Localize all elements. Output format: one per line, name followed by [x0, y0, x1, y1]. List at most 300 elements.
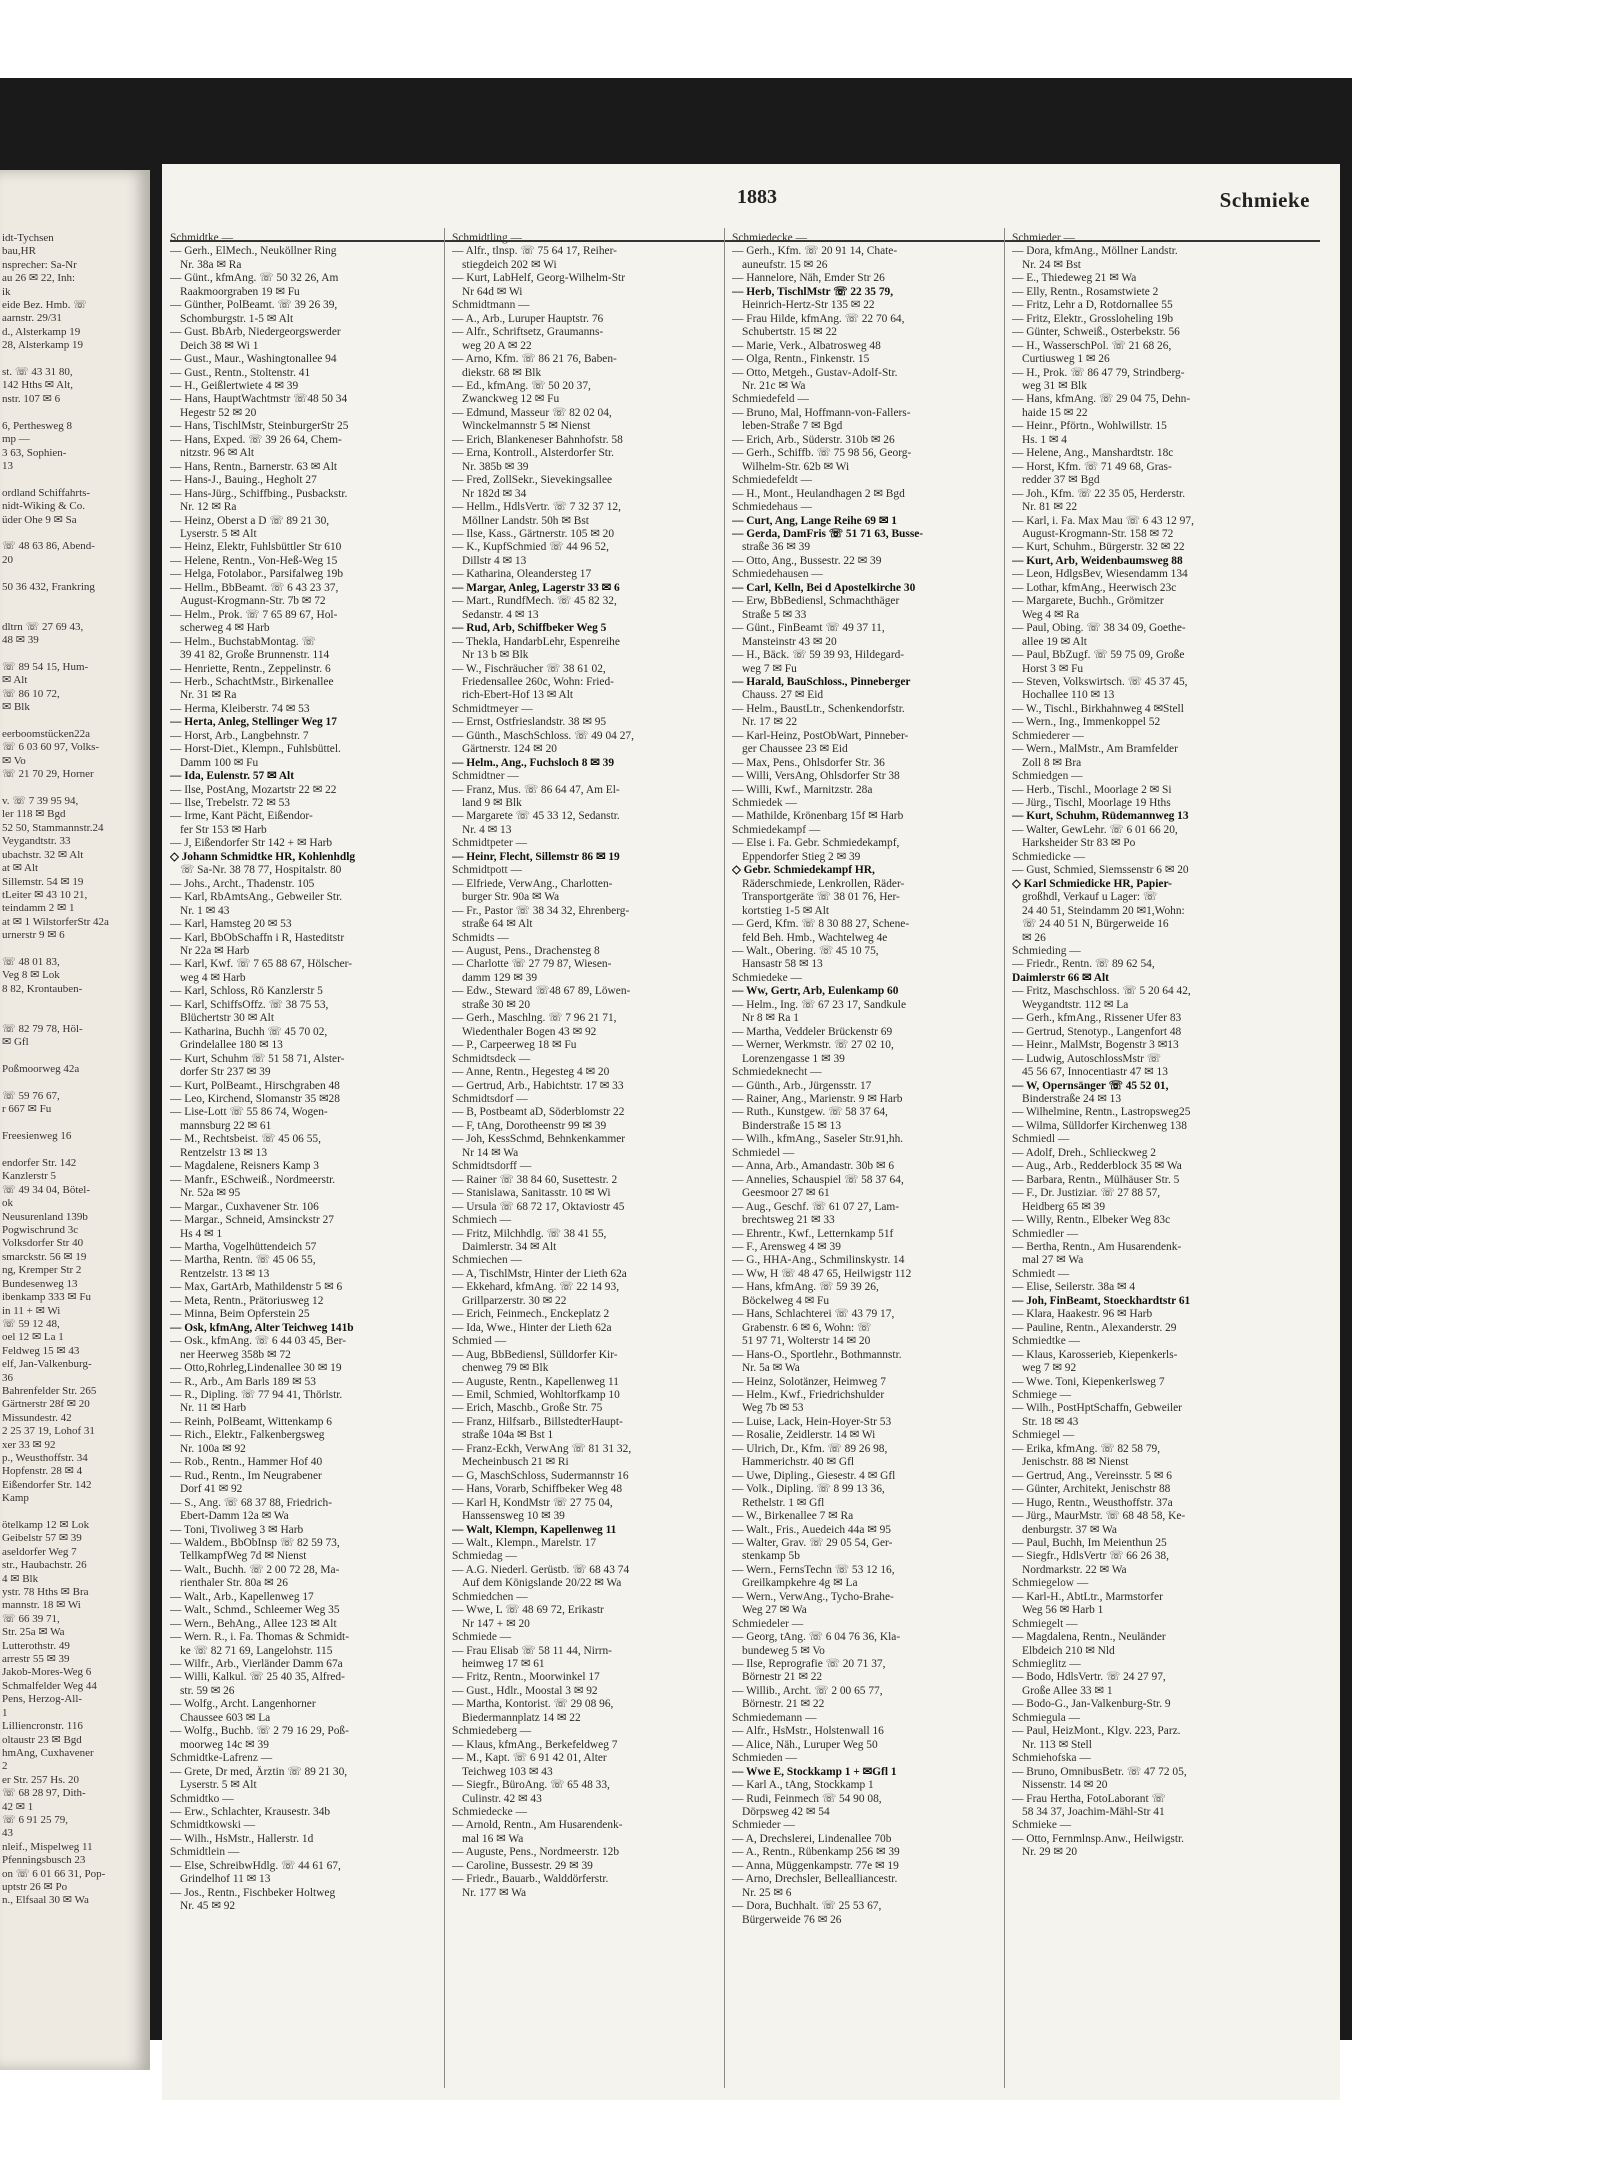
directory-entry-line: scherweg 4 ✉ Harb — [180, 622, 270, 635]
directory-entry-line: — Martha, Kontorist. ☏ 29 08 96, — [452, 1698, 614, 1711]
directory-entry-line: — Ilse, Reprografie ☏ 20 71 37, — [732, 1658, 886, 1671]
directory-entry-line: — Wwe. Toni, Kiepenkerlsweg 7 — [1012, 1375, 1165, 1388]
left-page-line: Pogwischrund 3c — [2, 1224, 79, 1237]
left-page-line — [2, 567, 142, 580]
directory-entry-line: Nr. 45 ✉ 92 — [180, 1900, 236, 1913]
directory-entry-line: — Bodo, HdlsVertr. ☏ 24 27 97, — [1012, 1671, 1166, 1684]
left-page-line: ibenkamp 333 ✉ Fu — [2, 1291, 91, 1304]
surname-heading: Schmiech — — [452, 1214, 512, 1227]
left-page-line: ☏ 82 79 78, Höl- — [2, 1022, 83, 1035]
left-page-line: 42 ✉ 1 — [2, 1800, 34, 1813]
surname-heading: Schmiedag — — [452, 1550, 517, 1563]
directory-entry-line: — Frau Hilde, kfmAng. ☏ 22 70 64, — [732, 312, 905, 325]
directory-entry-line: Nr 182d ✉ 34 — [462, 487, 527, 500]
left-page-line: Eißendorfer Str. 142 — [2, 1478, 92, 1491]
left-page-line: Lutterothstr. 49 — [2, 1639, 70, 1652]
directory-entry-line: Blüchertstr 30 ✉ Alt — [180, 1012, 275, 1025]
directory-entry-line: — Hans, TischlMstr, SteinburgerStr 25 — [170, 420, 349, 433]
directory-entry-line: — Curt, Ang, Lange Reihe 69 ✉ 1 — [732, 514, 897, 527]
left-page-fragment — [0, 170, 150, 2070]
directory-entry-line: — Günter, Schweiß., Osterbekstr. 56 — [1012, 326, 1180, 339]
directory-entry-line: Weg 7b ✉ 53 — [742, 1402, 804, 1415]
directory-entry-line: Nr. 177 ✉ Wa — [462, 1886, 527, 1899]
left-page-line: d., Alsterkamp 19 — [2, 325, 81, 338]
directory-entry-line: ger Chaussee 23 ✉ Eid — [742, 743, 848, 756]
surname-heading: Schmiege — — [1012, 1388, 1072, 1401]
directory-entry-line: bundeweg 5 ✉ Vo — [742, 1644, 825, 1657]
surname-heading: Schmiedeberg — — [452, 1725, 532, 1738]
directory-entry-line: Geesmoor 27 ✉ 61 — [742, 1187, 830, 1200]
directory-entry-line: — Bertha, Rentn., Am Husarendenk- — [1012, 1240, 1182, 1253]
left-page-line — [2, 1050, 142, 1063]
directory-entry-line: — M., Rechtsbeist. ☏ 45 06 55, — [170, 1133, 321, 1146]
directory-entry-line: — Hans, Exped. ☏ 39 26 64, Chem- — [170, 433, 342, 446]
directory-entry-line: — Heinz, Solotänzer, Heimweg 7 — [732, 1375, 886, 1388]
directory-entry-line: — Alfr., Schriftsetz, Graumanns- — [452, 326, 604, 339]
directory-entry-line: — Annelies, Schauspiel ☏ 58 37 64, — [732, 1173, 904, 1186]
directory-entry-line: — G., HHA-Ang., Schmilinskystr. 14 — [732, 1254, 905, 1267]
directory-entry-line: — Pauline, Rentn., Alexanderstr. 29 — [1012, 1321, 1177, 1334]
left-page-line: 48 ✉ 39 — [2, 634, 39, 647]
surname-heading: Schmiedeler — — [732, 1617, 804, 1630]
directory-entry-line: 58 34 37, Joachim-Mähl-Str 41 — [1022, 1806, 1165, 1819]
directory-entry-line: — Wern., MalMstr., Am Bramfelder — [1012, 743, 1178, 756]
directory-entry-line: Dorf 41 ✉ 92 — [180, 1483, 243, 1496]
left-page-line — [2, 594, 142, 607]
left-page-line: Geibelstr 57 ✉ 39 — [2, 1532, 82, 1545]
left-page-line: smarckstr. 56 ✉ 19 — [2, 1250, 87, 1263]
directory-entry-line: — Heinz, Elektr, Fuhlsbüttler Str 610 — [170, 541, 342, 554]
directory-entry-line: — Walter, Grav. ☏ 29 05 54, Ger- — [732, 1536, 893, 1549]
directory-entry-line: stiegdeich 202 ✉ Wi — [462, 258, 557, 271]
left-page-line: aarnstr. 29/31 — [2, 312, 62, 325]
directory-entry-line: — Kurt, PolBeamt., Hirschgraben 48 — [170, 1079, 340, 1092]
surname-heading: Schmiedeke — — [732, 971, 802, 984]
directory-entry-line: — Kurt, Arb, Weidenbaumsweg 88 — [1012, 554, 1183, 567]
directory-entry-line: Schubertstr. 15 ✉ 22 — [742, 326, 837, 339]
left-page-line: elf, Jan-Valkenburg- — [2, 1358, 92, 1371]
directory-entry-line: — Arnold, Rentn., Am Husarendenk- — [452, 1819, 623, 1832]
directory-entry-line: — Bruno, OmnibusBetr. ☏ 47 72 05, — [1012, 1765, 1187, 1778]
directory-entry-line: — Wilma, Sülldorfer Kirchenweg 138 — [1012, 1119, 1187, 1132]
left-page-line: ordland Schiffahrts- — [2, 486, 91, 499]
directory-entry-line: — K., KupfSchmied ☏ 44 96 52, — [452, 541, 609, 554]
directory-entry-line: — Elfriede, VerwAng., Charlotten- — [452, 877, 613, 890]
surname-heading: Schmiechen — — [452, 1254, 522, 1267]
directory-entry-line: — Auguste, Rentn., Kapellenweg 11 — [452, 1375, 619, 1388]
directory-entry-line: — A., Rentn., Rübenkamp 256 ✉ 39 — [732, 1846, 900, 1859]
directory-entry-line: Nr. 100a ✉ 92 — [180, 1442, 246, 1455]
directory-entry-line: Lyserstr. 5 ✉ Alt — [180, 1779, 257, 1792]
directory-entry-line: — Ilse, PostAng, Mozartstr 22 ✉ 22 — [170, 783, 337, 796]
left-page-line: Sillemstr. 54 ✉ 19 — [2, 875, 84, 888]
left-page-line: p., Weusthoffstr. 34 — [2, 1451, 88, 1464]
directory-entry-line: Schomburgstr. 1-5 ✉ Alt — [180, 312, 294, 325]
directory-entry-line: — Karl H, KondMstr ☏ 27 75 04, — [452, 1496, 613, 1509]
directory-entry-line: — Erich, Arb., Süderstr. 310b ✉ 26 — [732, 433, 895, 446]
directory-entry-line: Wilhelm-Str. 62b ✉ Wi — [742, 460, 850, 473]
left-page-line: endorfer Str. 142 — [2, 1157, 77, 1170]
directory-entry-line: Grindelhof 11 ✉ 13 — [180, 1873, 271, 1886]
directory-entry-line: — Rich., Elektr., Falkenbergsweg — [170, 1429, 325, 1442]
surname-heading: Schmieding — — [1012, 945, 1081, 958]
directory-entry-line: — Gertrud, Stenotyp., Langenfort 48 — [1012, 1025, 1182, 1038]
directory-entry-line: — Gertrud, Arb., Habichtstr. 17 ✉ 33 — [452, 1079, 624, 1092]
left-page-line: Hopfenstr. 28 ✉ 4 — [2, 1465, 83, 1478]
surname-heading: Schmidtlein — — [170, 1846, 240, 1859]
directory-entry-line: — Walt., Buchh. ☏ 2 00 72 28, Ma- — [170, 1563, 340, 1576]
directory-entry-line: brechtsweg 21 ✉ 33 — [742, 1214, 835, 1227]
directory-entry-line: — Anna, Müggenkampstr. 77e ✉ 19 — [732, 1859, 899, 1872]
directory-entry-line: — Paul, Buchh, Im Meienthun 25 — [1012, 1536, 1167, 1549]
surname-heading: Schmiedel — — [732, 1146, 795, 1159]
left-page-line: ☏ 48 63 86, Abend- — [2, 540, 95, 553]
left-page-line: Lilliencronstr. 116 — [2, 1720, 83, 1733]
directory-entry-line: — Willi, VersAng, Ohlsdorfer Str 38 — [732, 770, 900, 783]
directory-entry-line: Mecheinbusch 21 ✉ Ri — [462, 1456, 569, 1469]
directory-entry-line: — Wilh., HsMstr., Hallerstr. 1d — [170, 1832, 314, 1845]
surname-heading: Schmiedehausen — — [732, 568, 823, 581]
directory-entry-line: — H., Geißlertwiete 4 ✉ 39 — [170, 379, 299, 392]
directory-entry-line: — Fritz, Rentn., Moorwinkel 17 — [452, 1671, 600, 1684]
left-page-line: ler 118 ✉ Bgd — [2, 808, 66, 821]
directory-entry-line: — Walt., Fris., Auedeich 44a ✉ 95 — [732, 1523, 892, 1536]
directory-entry-line: land 9 ✉ Blk — [462, 797, 522, 810]
directory-entry-line: — Günt., kfmAng. ☏ 50 32 26, Am — [170, 272, 339, 285]
left-page-line: au 26 ✉ 22, Inh: — [2, 272, 76, 285]
left-page-line: nsprecher: Sa-Nr — [2, 258, 77, 271]
directory-entry-line: Hochallee 110 ✉ 13 — [1022, 689, 1115, 702]
directory-entry-line: — Günther, PolBeamt. ☏ 39 26 39, — [170, 299, 338, 312]
directory-entry-line: Chauss. 27 ✉ Eid — [742, 689, 824, 702]
left-page-line: arrestr 55 ✉ 39 — [2, 1653, 70, 1666]
directory-entry-line: — Adolf, Dreh., Schlieckweg 2 — [1012, 1146, 1156, 1159]
surname-heading: Schmidtmann — — [452, 299, 530, 312]
directory-entry-line: — Wern. R., i. Fa. Thomas & Schmidt- — [170, 1631, 350, 1644]
left-page-line — [2, 648, 142, 661]
directory-entry-line: Nissenstr. 14 ✉ 20 — [1022, 1779, 1108, 1792]
directory-entry-line: — Günter, Architekt, Jenischstr 88 — [1012, 1483, 1171, 1496]
directory-entry-line: — Helm., Ing. ☏ 67 23 17, Sandkule — [732, 998, 907, 1011]
directory-entry-line: großhdl, Verkauf u Lager: ☏ — [1022, 891, 1158, 904]
directory-entry-line: — Ruth., Kunstgew. ☏ 58 37 64, — [732, 1106, 888, 1119]
directory-entry-line: rienthaler Str. 80a ✉ 26 — [180, 1577, 288, 1590]
directory-entry-line: heimweg 17 ✉ 61 — [462, 1658, 545, 1671]
directory-entry-line: — Otto, Ang., Bussestr. 22 ✉ 39 — [732, 554, 882, 567]
left-page-line: on ☏ 6 01 66 31, Pop- — [2, 1867, 106, 1880]
directory-entry-line: — Gust., Rentn., Stoltenstr. 41 — [170, 366, 311, 379]
directory-entry-line: — Karl, BbObSchaffn i R, Hasteditstr — [170, 931, 345, 944]
left-page-line — [2, 1077, 142, 1090]
directory-entry-line: — Willy, Rentn., Elbeker Weg 83c — [1012, 1214, 1171, 1227]
directory-entry-line: — Fr., Pastor ☏ 38 34 32, Ehrenberg- — [452, 904, 630, 917]
directory-entry-line: — Bruno, Mal, Hoffmann-von-Fallers- — [732, 406, 911, 419]
directory-entry-line: — Otto, Metgeh., Gustav-Adolf-Str. — [732, 366, 898, 379]
directory-entry-line: ✉ 26 — [1022, 931, 1046, 944]
directory-entry-line: — Fred, ZollSekr., Sievekingsallee — [452, 474, 613, 487]
directory-entry-line: — Else i. Fa. Gebr. Schmiedekampf, — [732, 837, 900, 850]
directory-entry-line: — Karl, SchiffsOffz. ☏ 38 75 53, — [170, 998, 329, 1011]
left-page-line: at ✉ 1 WilstorferStr 42a — [2, 915, 109, 928]
surname-heading: Schmiedefeld — — [732, 393, 809, 406]
scanned-book-spread — [0, 78, 1352, 2040]
directory-entry-line: — Gust. BbArb, Niedergeorgswerder — [170, 326, 341, 339]
directory-entry-line: — Meta, Rentn., Prätoriusweg 12 — [170, 1294, 324, 1307]
directory-entry-line: — Katharina, Buchh ☏ 45 70 02, — [170, 1025, 328, 1038]
directory-entry-line: — Hellm., HdlsVertr. ☏ 7 32 37 12, — [452, 501, 621, 514]
left-page-line: tLeiter ✉ 43 10 21, — [2, 888, 88, 901]
left-page-line — [2, 996, 142, 1009]
left-page-line: 8 82, Krontauben- — [2, 982, 83, 995]
left-page-line: xer 33 ✉ 92 — [2, 1438, 56, 1451]
directory-entry-line: fer Str 153 ✉ Harb — [180, 823, 267, 836]
directory-entry-line: — Franz, Hilfsarb., BillstedterHaupt- — [452, 1415, 623, 1428]
directory-entry-line: — W., Tischl., Birkhahnweg 4 ✉Stell — [1012, 702, 1184, 715]
directory-entry-line: — Aug., Geschf. ☏ 61 07 27, Lam- — [732, 1200, 900, 1213]
left-page-line: Kamp — [2, 1492, 29, 1505]
directory-entry-line: 24 40 51, Steindamm 20 ✉1,Wohn: — [1022, 904, 1185, 917]
directory-entry-line: — Aug, BbBediensl, Sülldorfer Kir- — [452, 1348, 618, 1361]
left-page-line: Gärtnerstr 28f ✉ 20 — [2, 1398, 90, 1411]
directory-page — [162, 164, 1340, 2100]
left-page-line: st. ☏ 43 31 80, — [2, 366, 73, 379]
directory-entry-line: — Walt., Schmd., Schleemer Weg 35 — [170, 1604, 340, 1617]
directory-entry-line: allee 19 ✉ Alt — [1022, 635, 1087, 648]
directory-entry-line: — Ulrich, Dr., Kfm. ☏ 89 26 98, — [732, 1442, 888, 1455]
directory-entry-line: — Fritz, Elektr., Grossloheling 19b — [1012, 312, 1174, 325]
directory-entry-line: — Ilse, Trebelstr. 72 ✉ 53 — [170, 797, 290, 810]
directory-entry-line: Nr. 17 ✉ 22 — [742, 716, 798, 729]
column-divider — [1004, 228, 1005, 2088]
surname-heading: Schmiedt — — [1012, 1267, 1070, 1280]
directory-entry-line: Hegestr 52 ✉ 20 — [180, 406, 257, 419]
directory-entry-line: — Frau Hertha, FotoLaborant ☏ — [1012, 1792, 1166, 1805]
directory-entry-line: — Caroline, Bussestr. 29 ✉ 39 — [452, 1859, 593, 1872]
directory-entry-line: — Osk, kfmAng, Alter Teichweg 141b — [170, 1321, 354, 1334]
directory-entry-line: — E., Thiedeweg 21 ✉ Wa — [1012, 272, 1137, 285]
directory-entry-line: Elbdeich 210 ✉ Nld — [1022, 1644, 1115, 1657]
left-page-line: ☏ 6 03 60 97, Volks- — [2, 741, 100, 754]
directory-entry-line: — Rainer ☏ 38 84 60, Susettestr. 2 — [452, 1173, 618, 1186]
left-page-line: idt-Tychsen — [2, 232, 54, 244]
directory-entry-line: — Ida, Eulenstr. 57 ✉ Alt — [170, 770, 294, 783]
directory-entry-line: August-Krogmann-Str. 7b ✉ 72 — [180, 595, 326, 608]
directory-entry-line: — Karl-Heinz, PostObWart, Pinneber- — [732, 729, 909, 742]
left-page-line: eerboomstücken22a — [2, 728, 90, 741]
directory-entry-line: — Walt., Klempn., Marelstr. 17 — [452, 1536, 597, 1549]
directory-entry-line: weg 4 ✉ Harb — [180, 971, 246, 984]
directory-entry-line: Nr. 21c ✉ Wa — [742, 379, 806, 392]
directory-entry-line: — Walt., Obering. ☏ 45 10 75, — [732, 945, 879, 958]
directory-entry-line: — Paul, Obing. ☏ 38 34 09, Goethe- — [1012, 622, 1186, 635]
directory-entry-line: Transportgeräte ☏ 38 01 76, Her- — [742, 891, 900, 904]
directory-entry-line: — H., Mont., Heulandhagen 2 ✉ Bgd — [732, 487, 905, 500]
left-page-line: 4 ✉ Blk — [2, 1572, 39, 1585]
left-page-line: ☏ 59 12 48, — [2, 1317, 60, 1330]
directory-entry-line: Hanssensweg 10 ✉ 39 — [462, 1510, 565, 1523]
directory-entry-line: — Reinh, PolBeamt, Wittenkamp 6 — [170, 1415, 332, 1428]
directory-entry-line: — Manfr., ESchweiß., Nordmeerstr. — [170, 1173, 336, 1186]
directory-entry-line: burger Str. 90a ✉ Wa — [462, 891, 560, 904]
directory-entry-line: Nr. 11 ✉ Harb — [180, 1402, 247, 1415]
directory-entry-line: — Gerh., Maschlng. ☏ 7 96 21 71, — [452, 1012, 617, 1025]
left-page-line — [2, 943, 142, 956]
directory-entry-line: — Max, GartArb, Mathildenstr 5 ✉ 6 — [170, 1281, 343, 1294]
directory-entry-line: — S., Ang. ☏ 68 37 88, Friedrich- — [170, 1496, 332, 1509]
directory-entry-line: — Gerh., ElMech., Neuköllner Ring — [170, 245, 337, 258]
directory-entry-line: Sedanstr. 4 ✉ 13 — [462, 608, 539, 621]
directory-entry-line: Nr. 52a ✉ 95 — [180, 1187, 241, 1200]
left-page-line: Veg 8 ✉ Lok — [2, 969, 60, 982]
directory-entry-line: — Jürg., Tischl, Moorlage 19 Hths — [1012, 797, 1171, 810]
directory-entry-line: — Erw, BbBediensl, Schmachthäger — [732, 595, 900, 608]
directory-entry-line: Weg 56 ✉ Harb 1 — [1022, 1604, 1104, 1617]
directory-entry-line: — Charlotte ☏ 27 79 87, Wiesen- — [452, 958, 612, 971]
directory-entry-line: mannsburg 22 ✉ 61 — [180, 1119, 272, 1132]
directory-entry-line: — Marie, Verk., Albatrosweg 48 — [732, 339, 881, 352]
directory-entry-line: Nr 14 ✉ Wa — [462, 1146, 519, 1159]
directory-entry-line: — Siegfr., HdlsVertr ☏ 66 26 38, — [1012, 1550, 1169, 1563]
surname-heading: Schmidtsdorff — — [452, 1160, 532, 1173]
directory-entry-line: weg 31 ✉ Blk — [1022, 379, 1087, 392]
directory-entry-line: — Erw., Schlachter, Krausestr. 34b — [170, 1806, 331, 1819]
directory-entry-line: — Martha, Vogelhüttendeich 57 — [170, 1240, 317, 1253]
directory-entry-line: — Wilh., PostHptSchaffn, Gebweiler — [1012, 1402, 1182, 1415]
left-page-line: Schmalfelder Weg 44 — [2, 1679, 97, 1692]
directory-entry-line: Nr. 12 ✉ Ra — [180, 501, 237, 514]
directory-entry-line: — Walt, Klempn, Kapellenweg 11 — [452, 1523, 617, 1536]
directory-entry-line: Raakmoorgraben 19 ✉ Fu — [180, 285, 300, 298]
left-page-line: er Str. 257 Hs. 20 — [2, 1773, 79, 1786]
directory-entry-line: — Bodo-G., Jan-Valkenburg-Str. 9 — [1012, 1698, 1171, 1711]
left-page-line: urnerstr 9 ✉ 6 — [2, 929, 65, 942]
left-page-line: Bundesenweg 13 — [2, 1277, 78, 1290]
directory-entry-line: — Lothar, kfmAng., Heerwisch 23c — [1012, 581, 1177, 594]
directory-entry-line: — Toni, Tivoliweg 3 ✉ Harb — [170, 1523, 304, 1536]
directory-entry-line: ☏ 24 40 51 N, Bürgerweide 16 — [1022, 918, 1169, 931]
directory-entry-line: Straße 5 ✉ 33 — [742, 608, 807, 621]
directory-entry-line: — Barbara, Rentn., Mülhäuser Str. 5 — [1012, 1173, 1180, 1186]
directory-entry-line: — A, TischlMstr, Hinter der Lieth 62a — [452, 1267, 627, 1280]
directory-entry-line: Friedensallee 260c, Wohn: Fried- — [462, 675, 614, 688]
directory-entry-line: Börnestr 21 ✉ 22 — [742, 1671, 823, 1684]
directory-entry-line: — Karl, Kwf. ☏ 7 65 88 67, Hölscher- — [170, 958, 352, 971]
directory-entry-line: Nr. 38a ✉ Ra — [180, 258, 242, 271]
directory-entry-line: — Otto,Rohrleg,Lindenallee 30 ✉ 19 — [170, 1362, 342, 1375]
directory-entry-line: — Rainer, Ang., Marienstr. 9 ✉ Harb — [732, 1093, 903, 1105]
surname-heading: Schmidtko — — [170, 1792, 234, 1805]
directory-entry-line: Hs. 1 ✉ 4 — [1022, 433, 1067, 446]
directory-entry-line: ☏ Sa-Nr. 38 78 77, Hospitalstr. 80 — [180, 864, 342, 877]
directory-entry-line: — Willib., Archt. ☏ 2 00 65 77, — [732, 1684, 883, 1697]
directory-entry-line: — M., Kapt. ☏ 6 91 42 01, Alter — [452, 1752, 607, 1765]
left-page-line: Kanzlerstr 5 — [2, 1170, 57, 1183]
left-page-line: 36 — [2, 1371, 13, 1384]
directory-entry-line: 45 56 67, Innocentiastr 47 ✉ 13 — [1022, 1066, 1168, 1079]
left-page-line: 52 50, Stammannstr.24 — [2, 821, 104, 834]
directory-entry-line: — Karl, RbAmtsAng., Gebweiler Str. — [170, 891, 343, 904]
directory-entry-line: straße 36 ✉ 39 — [742, 541, 811, 554]
left-page-line: 2 — [2, 1760, 8, 1773]
surname-heading: Schmiede — — [452, 1631, 512, 1644]
directory-entry-line: — Friedr., Bauarb., Walddörferstr. — [452, 1873, 609, 1886]
directory-entry-line: Weg 27 ✉ Wa — [742, 1604, 807, 1617]
directory-entry-line: — Günt., FinBeamt ☏ 49 37 11, — [732, 622, 885, 635]
directory-entry-line: Zoll 8 ✉ Bra — [1022, 756, 1082, 769]
directory-entry-line: — Wilhelmine, Rentn., Lastropsweg25 — [1012, 1106, 1191, 1119]
directory-entry-line: Räderschmiede, Lenkrollen, Räder- — [742, 877, 905, 890]
directory-entry-line: weg 20 A ✉ 22 — [462, 339, 532, 352]
directory-entry-line: — Helene, Ang., Manshardtstr. 18c — [1012, 447, 1174, 460]
directory-entry-line: — Helm., BaustLtr., Schenkendorfstr. — [732, 702, 905, 715]
directory-entry-line: Curtiusweg 1 ✉ 26 — [1022, 353, 1110, 366]
surname-heading: Schmiedtke — — [1012, 1335, 1081, 1348]
directory-entry-line: — Katharina, Oleandersteg 17 — [452, 568, 592, 581]
directory-entry-line: Nr. 25 ✉ 6 — [742, 1886, 792, 1899]
directory-entry-line: — Margarete ☏ 45 33 12, Sedanstr. — [452, 810, 620, 823]
directory-entry-line: — Franz-Eckh, VerwAng ☏ 81 31 32, — [452, 1442, 632, 1455]
directory-entry-line: damm 129 ✉ 39 — [462, 971, 538, 984]
directory-entry-line: — Erna, Kontroll., Alsterdorfer Str. — [452, 447, 614, 460]
directory-entry-line: — Helene, Rentn., Von-Heß-Weg 15 — [170, 554, 338, 567]
directory-entry-line: — Helm., Ang., Fuchsloch 8 ✉ 39 — [452, 756, 615, 769]
left-page-line: ✉ Vo — [2, 754, 26, 767]
directory-entry-line: — Carl, Kelln, Bei d Apostelkirche 30 — [732, 581, 916, 594]
directory-entry-line: — Auguste, Pens., Nordmeerstr. 12b — [452, 1846, 620, 1859]
directory-entry-line: — Hellm., BbBeamt. ☏ 6 43 23 37, — [170, 581, 339, 594]
left-page-line: ✉ Blk — [2, 701, 30, 714]
surname-heading: Schmidtpott — — [452, 864, 522, 877]
directory-entry-line: — Hans, Vorarb, Schiffbeker Weg 48 — [452, 1483, 623, 1496]
directory-entry-line: Nr 64d ✉ Wi — [462, 285, 523, 298]
surname-heading: Schmiedek — — [732, 797, 797, 810]
directory-entry-line: Nr. 81 ✉ 22 — [1022, 501, 1078, 514]
directory-entry-line: — Joh, KessSchmd, Behnkenkammer — [452, 1133, 626, 1146]
directory-entry-line: Binderstraße 15 ✉ 13 — [742, 1119, 842, 1132]
directory-entry-line: — Hans-Jürg., Schiffbing., Pusbackstr. — [170, 487, 348, 500]
left-page-line: Pens, Herzog-All- — [2, 1693, 83, 1706]
directory-entry-line: — Karl, i. Fa. Max Mau ☏ 6 43 12 97, — [1012, 514, 1194, 527]
directory-entry-line: Grabenstr. 6 ✉ 6, Wohn: ☏ — [742, 1321, 872, 1334]
directory-entry-line: — Max, Pens., Ohlsdorfer Str. 36 — [732, 756, 885, 769]
directory-entry-line: Nordmarkstr. 22 ✉ Wa — [1022, 1563, 1127, 1576]
directory-entry-line: Grillparzerstr. 30 ✉ 22 — [462, 1294, 567, 1307]
directory-entry-line: Dillstr 4 ✉ 13 — [462, 554, 527, 567]
left-page-line: ☏ 49 34 04, Bötel- — [2, 1183, 90, 1196]
directory-entry-line: — Walter, GewLehr. ☏ 6 01 66 20, — [1012, 823, 1178, 836]
surname-heading: Schmiegelt — — [1012, 1617, 1078, 1630]
directory-entry-line: — Osk., kfmAng. ☏ 6 44 03 45, Ber- — [170, 1335, 347, 1348]
surname-heading: Schmidts — — [452, 931, 509, 944]
directory-entry-line: — Gerh., Kfm. ☏ 20 91 14, Chate- — [732, 245, 898, 258]
left-page-line: bau,HR — [2, 245, 36, 258]
surname-heading: Schmieder — — [1012, 232, 1075, 244]
directory-entry-line: rich-Ebert-Hof 13 ✉ Alt — [462, 689, 574, 702]
directory-entry-line: — Hugo, Rentn., Weusthoffstr. 37a — [1012, 1496, 1173, 1509]
directory-entry-line: Biedermannplatz 14 ✉ 22 — [462, 1711, 581, 1724]
surname-heading: Schmidtsdorf — — [452, 1093, 528, 1105]
surname-heading: Schmiehofska — — [1012, 1752, 1091, 1765]
directory-entry-line: — Luise, Lack, Hein-Hoyer-Str 53 — [732, 1415, 892, 1428]
directory-entry-line: — Alice, Näh., Luruper Weg 50 — [732, 1738, 878, 1751]
directory-column-4 — [1012, 232, 1278, 2082]
directory-column-1 — [170, 232, 436, 2082]
directory-entry-line: — Emil, Schmied, Wohltorfkamp 10 — [452, 1388, 620, 1401]
directory-entry-line: stenkamp 5b — [742, 1550, 800, 1563]
directory-entry-line: — Ernst, Ostfrieslandstr. 38 ✉ 95 — [452, 716, 607, 729]
directory-entry-line: Nr 8 ✉ Ra 1 — [742, 1012, 799, 1025]
directory-entry-line: Wiedenthaler Bogen 43 ✉ 92 — [462, 1025, 597, 1038]
